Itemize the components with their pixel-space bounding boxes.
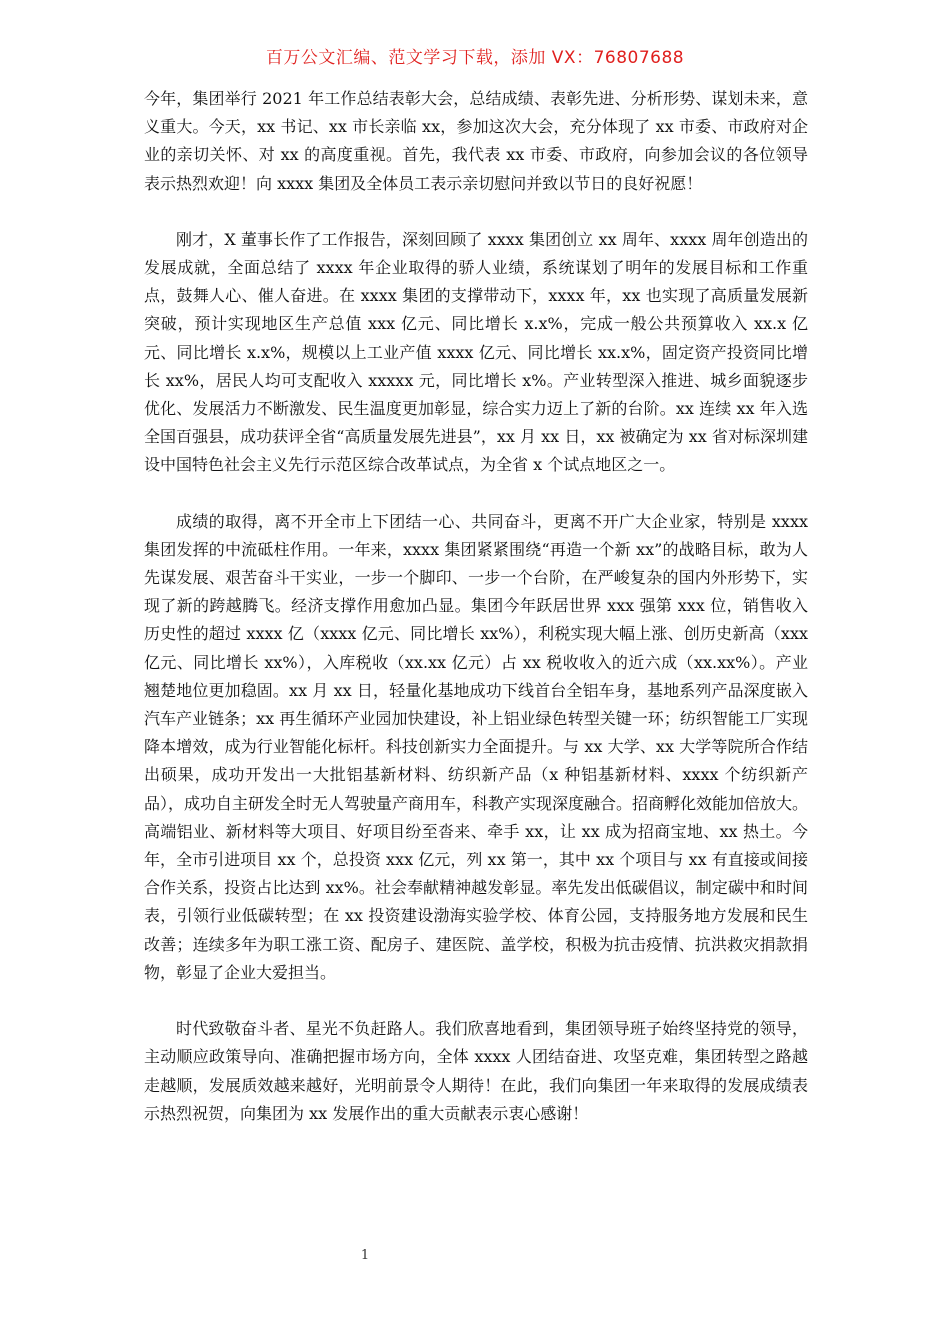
page-number: 1 [360, 1248, 370, 1263]
paragraph-3: 成绩的取得，离不开全市上下团结一心、共同奋斗，更离不开广大企业家，特别是 xxxx 集团发挥的中流砥柱作用。一年来，xxxx 集团紧紧围绕“再造一个新 xx”的战略目标，敢为人先谋发展、艰苦奋斗干实业，一步一个脚印、一步一个台阶，在严峻复杂的国内外形势下，实现了新的跨越腾飞。经济支撑作用愈加凸显。集团今年跃居世界 xxx 强第 xxx 位，销售收入历史性的超过 xxxx 亿（xxxx 亿元、同比增长 xx%），利税实现大幅上涨、创历史新高（xxx 亿元、同比增长 xx%），入库税收（xx.xx 亿元）占 xx 税收收入的近六成（xx.xx%）。产业翘楚地位更加稳固。xx 月 xx 日，轻量化基地成功下线首台全铝车身，基地系列产品深度嵌入汽车产业链条；xx 再生循环产业园加快建设，补上铝业绿色转型关键一环；纺织智能工厂实现降本增效，成为行业智能化标杆。科技创新实力全面提升。与 xx 大学、xx 大学等院所合作结出硕果，成功开发出一大批铝基新材料、纺织新产品（x 种铝基新材料、xxxx 个纺织新产品），成功自主研发全时无人驾驶量产商用车，科教产实现深度融合。招商孵化效能加倍放大。高端铝业、新材料等大项目、好项目纷至沓来、牵手 xx，让 xx 成为招商宝地、xx 热土。今年，全市引进项目 xx 个，总投资 xxx 亿元，列 xx 第一，其中 xx 个项目与 xx 有直接或间接合作关系，投资占比达到 xx%。社会奉献精神越发彰显。率先发出低碳倡议，制定碳中和时间表，引领行业低碳转型；在 xx 投资建设渤海实验学校、体育公园，支持服务地方发展和民生改善；连续多年为职工涨工资、配房子、建医院、盖学校，积极为抗击疫情、抗洪救灾捐款捐物，彰显了企业大爱担当。 [144, 511, 809, 982]
paragraph-2: 刚才，X 董事长作了工作报告，深刻回顾了 xxxx 集团创立 xx 周年、xxxx 周年创造出的发展成就，全面总结了 xxxx 年企业取得的骄人业绩，系统谋划了明年的发展目标和工作重点，鼓舞人心、催人奋进。在 xxxx 集团的支撑带动下，xxxx 年，xx 也实现了高质量发展新突破，预计实现地区生产总值 xxx 亿元、同比增长 x.x%，完成一般公共预算收入 xx.x 亿元、同比增长 x.x%，规模以上工业产值 xxxx 亿元、同比增长 xx.x%，固定资产投资同比增长 xx%，居民人均可支配收入 xxxxx 元，同比增长 x%。产业转型深入推进、城乡面貌逐步优化、发展活力不断激发、民生温度更加彰显，综合实力迈上了新的台阶。xx 连续 xx 年入选全国百强县，成功获评全省“高质量发展先进县”，xx 月 xx 日，xx 被确定为 xx 省对标深圳建设中国特色社会主义先行示范区综合改革试点，为全省 x 个试点地区之一。 [144, 229, 808, 475]
promo-banner: 百万公文汇编、范文学习下载，添加 VX：76807688 [265, 48, 685, 68]
paragraph-1: 今年，集团举行 2021 年工作总结表彰大会，总结成绩、表彰先进、分析形势、谋划未来，意义重大。今天，xx 书记、xx 市长亲临 xx，参加这次大会，充分体现了 xx 市委、市政府对企业的亲切关怀、对 xx 的高度重视。首先，我代表 xx 市委、市政府，向参加会议的各位领导表示热烈欢迎！向 xxxx 集团及全体员工表示亲切慰问并致以节日的良好祝愿！ [144, 89, 808, 193]
document-body [144, 85, 808, 1156]
paragraph-4: 时代致敬奋斗者、星光不负赶路人。我们欣喜地看到，集团领导班子始终坚持党的领导，主动顺应政策导向、准确把握市场方向，全体 xxxx 人团结奋进、攻坚克难，集团转型之路越走越顺，发展质效越来越好，光明前景令人期待！在此，我们向集团一年来取得的发展成绩表示热烈祝贺，向集团为 xx 发展作出的重大贡献表示衷心感谢！ [144, 1019, 808, 1123]
